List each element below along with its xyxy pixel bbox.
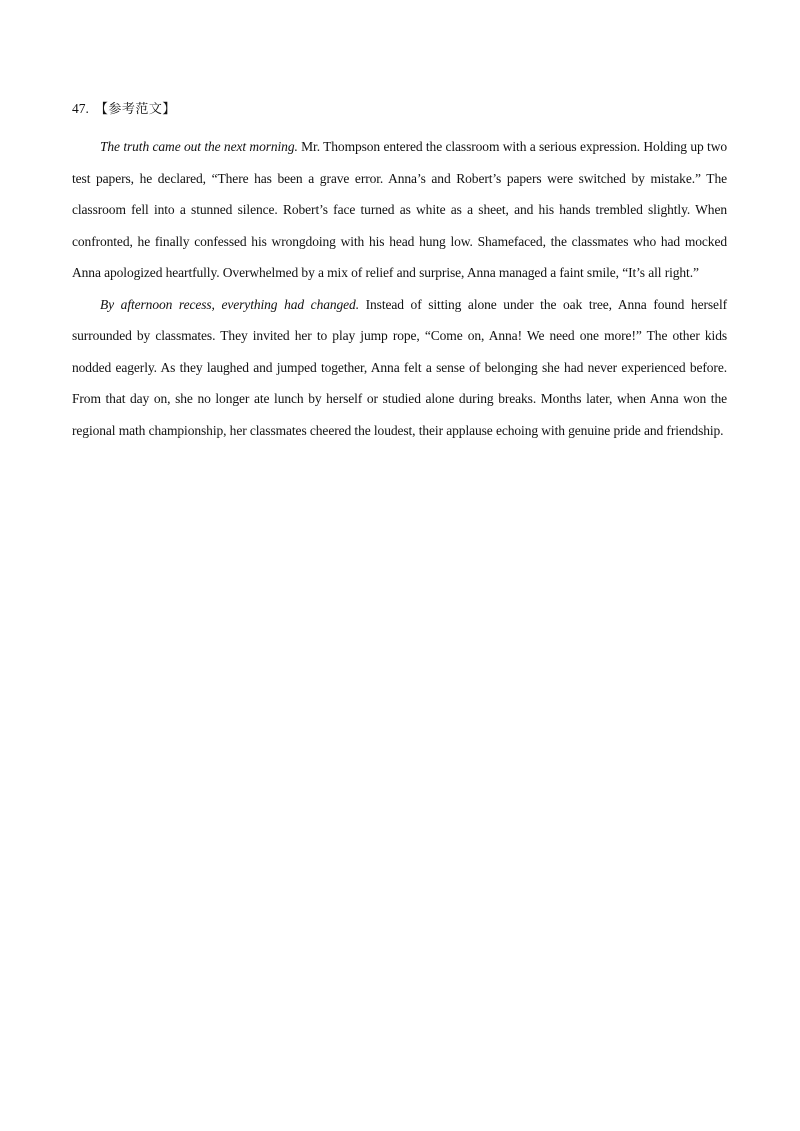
question-number: 47. — [72, 101, 89, 116]
reference-essay-title: 【参考范文】 — [94, 102, 176, 117]
document-page — [72, 99, 727, 446]
essay-paragraph-2 — [72, 289, 727, 447]
essay-paragraph-1 — [72, 131, 727, 289]
paragraph-2-lead-sentence: By afternoon recess, everything had changed. — [100, 296, 359, 312]
paragraph-1-body: Mr. Thompson entered the classroom with a serious expression. Holding up two test papers, he declared, “There has been a grave error. Anna’s and Robert’s papers were switched by mistake.” The classroom fell into a stunned silence. Robert’s face turned as white as a sheet, and his hands trembled slightly. When confronted, he finally confessed his wrongdoing with his head hung low. Shamefaced, the classmates who had mocked Anna apologized heartfully. Overwhelmed by a mix of relief and surprise, Anna managed a faint smile, “It’s all right.” — [72, 139, 727, 280]
paragraph-1-lead-sentence: The truth came out the next morning. — [100, 139, 298, 154]
paragraph-2-body: Instead of sitting alone under the oak tree, Anna found herself surrounded by classmates. They invited her to play jump rope, “Come on, Anna! We need one more!” The other kids nodded eagerly. As they laughed and jumped together, Anna felt a sense of belonging she had never experienced before. From that day on, she no longer ate lunch by herself or studied alone during breaks. Months later, when Anna won the regional math championship, her classmates cheered the loudest, their applause echoing with genuine pride and friendship. — [72, 296, 727, 438]
question-heading — [72, 99, 727, 120]
